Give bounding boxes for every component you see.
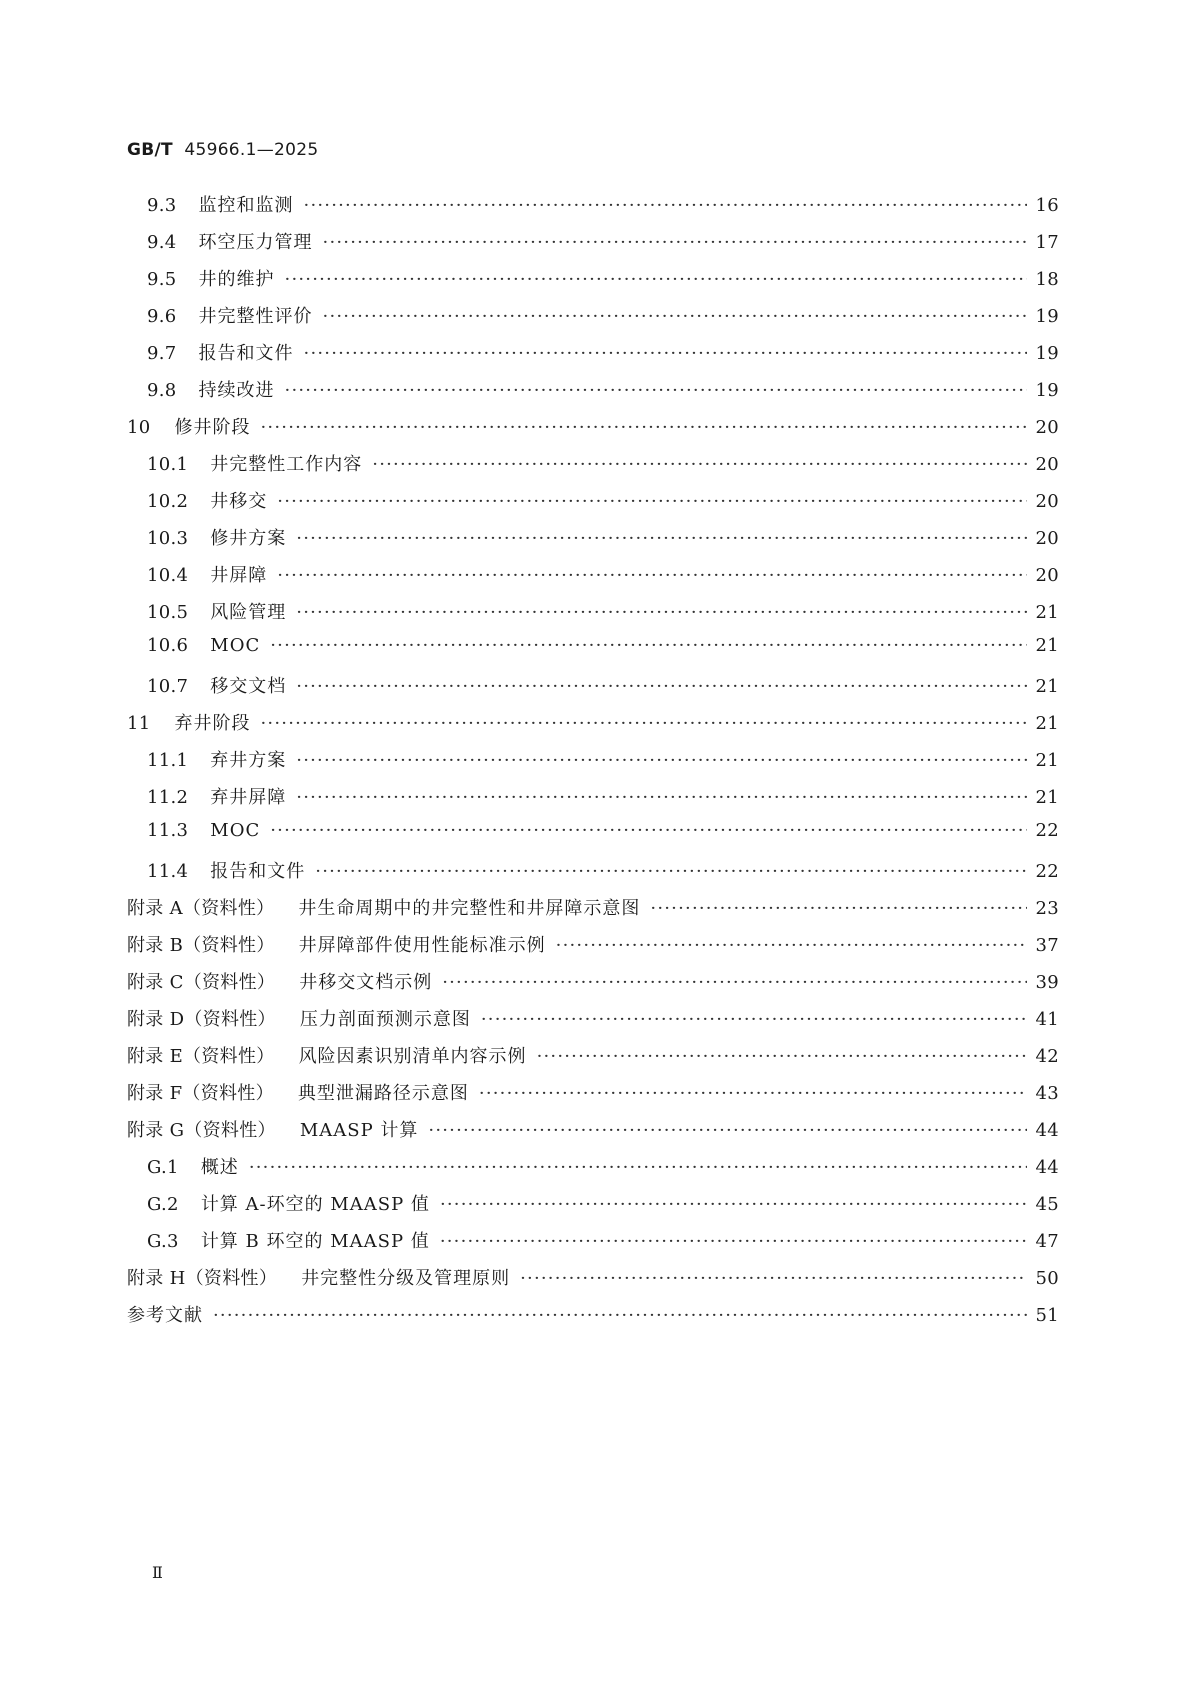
toc-entry-page: 43 bbox=[1035, 1083, 1059, 1104]
toc-entry-title: 压力剖面预测示意图 bbox=[299, 1009, 471, 1030]
toc-entry-number: G.1 bbox=[147, 1157, 179, 1178]
toc-entry[interactable] bbox=[127, 857, 1059, 894]
toc-entry[interactable] bbox=[127, 339, 1059, 376]
toc-entry-page: 50 bbox=[1035, 1268, 1059, 1289]
toc-entry[interactable] bbox=[127, 1190, 1059, 1227]
toc-entry-number: 附录 B（资料性） bbox=[127, 935, 275, 956]
toc-entry[interactable] bbox=[127, 524, 1059, 561]
toc-entry-page: 22 bbox=[1035, 820, 1059, 841]
toc-entry-number: 11.1 bbox=[147, 750, 189, 771]
toc-entry[interactable] bbox=[127, 1042, 1059, 1079]
toc-entry-page: 39 bbox=[1035, 972, 1059, 993]
dot-leader bbox=[520, 1268, 1027, 1289]
dot-leader bbox=[285, 269, 1028, 290]
toc-entry-page: 17 bbox=[1035, 232, 1059, 253]
toc-entry-number: 10.1 bbox=[147, 454, 189, 475]
toc-entry-title: 参考文献 bbox=[127, 1305, 203, 1326]
toc-entry-number: 10.3 bbox=[147, 528, 189, 549]
toc-entry-number: 11 bbox=[127, 713, 151, 734]
dot-leader bbox=[440, 1194, 1028, 1215]
dot-leader bbox=[315, 861, 1027, 882]
toc-entry-number: 9.8 bbox=[147, 380, 177, 401]
toc-entry-number: 10.6 bbox=[147, 635, 189, 656]
toc-entry-number: 附录 C（资料性） bbox=[127, 972, 276, 993]
toc-entry[interactable] bbox=[127, 709, 1059, 746]
toc-entry-number: 10.4 bbox=[147, 565, 189, 586]
toc-entry-page: 45 bbox=[1035, 1194, 1059, 1215]
dot-leader bbox=[270, 635, 1027, 656]
toc-entry-page: 21 bbox=[1035, 676, 1059, 697]
toc-entry-page: 37 bbox=[1035, 935, 1059, 956]
toc-entry-number: 10.7 bbox=[147, 676, 189, 697]
toc-entry-page: 51 bbox=[1035, 1305, 1059, 1326]
toc-entry[interactable] bbox=[127, 894, 1059, 931]
toc-entry-page: 20 bbox=[1035, 528, 1059, 549]
toc-entry-number: 10 bbox=[127, 417, 151, 438]
document-code bbox=[127, 140, 319, 160]
dot-leader bbox=[537, 1046, 1028, 1067]
toc-entry-title: 计算 B 环空的 MAASP 值 bbox=[200, 1231, 430, 1252]
toc-entry[interactable] bbox=[127, 598, 1059, 635]
toc-entry-title: 弃井屏障 bbox=[210, 787, 287, 808]
toc-entry-title: 典型泄漏路径示意图 bbox=[297, 1083, 469, 1104]
dot-leader bbox=[650, 898, 1027, 919]
dot-leader bbox=[270, 820, 1027, 841]
dot-leader bbox=[296, 602, 1027, 623]
toc-entry-number: 附录 E（资料性） bbox=[127, 1046, 275, 1067]
dot-leader bbox=[428, 1120, 1027, 1141]
dot-leader bbox=[285, 380, 1028, 401]
standard-prefix: GB/T bbox=[127, 140, 173, 160]
dot-leader bbox=[249, 1157, 1028, 1178]
dot-leader bbox=[261, 417, 1028, 438]
dot-leader bbox=[304, 195, 1028, 216]
standard-number: 45966.1—2025 bbox=[184, 140, 319, 160]
toc-entry[interactable] bbox=[127, 746, 1059, 783]
toc-entry[interactable] bbox=[127, 783, 1059, 820]
toc-entry-title: 井完整性评价 bbox=[198, 306, 313, 327]
toc-entry[interactable] bbox=[127, 191, 1059, 228]
dot-leader bbox=[372, 454, 1027, 475]
toc-entry[interactable] bbox=[127, 450, 1059, 487]
toc-entry-title: 井移交 bbox=[210, 491, 268, 512]
toc-entry-title: 监控和监测 bbox=[198, 195, 294, 216]
toc-entry-number: 11.4 bbox=[147, 861, 189, 882]
toc-entry-number: G.2 bbox=[147, 1194, 179, 1215]
toc-entry-title: 计算 A-环空的 MAASP 值 bbox=[200, 1194, 430, 1215]
toc-entry-page: 19 bbox=[1035, 306, 1059, 327]
toc-entry-title: 环空压力管理 bbox=[198, 232, 313, 253]
toc-entry-title: 井屏障部件使用性能标准示例 bbox=[298, 935, 546, 956]
toc-entry[interactable] bbox=[127, 376, 1059, 413]
toc-entry-title: 风险管理 bbox=[210, 602, 287, 623]
dot-leader bbox=[440, 1231, 1028, 1252]
toc-entry-page: 21 bbox=[1035, 750, 1059, 771]
toc-entry-number: 10.2 bbox=[147, 491, 189, 512]
toc-entry-title: 移交文档 bbox=[210, 676, 287, 697]
dot-leader bbox=[277, 491, 1027, 512]
toc-entry-title: 井移交文档示例 bbox=[299, 972, 433, 993]
dot-leader bbox=[323, 232, 1028, 253]
toc-entry-number: 附录 F（资料性） bbox=[127, 1083, 274, 1104]
toc-entry-page: 16 bbox=[1035, 195, 1059, 216]
toc-entry[interactable] bbox=[127, 1005, 1059, 1042]
toc-entry-page: 20 bbox=[1035, 417, 1059, 438]
toc-entry-title: 井的维护 bbox=[198, 269, 275, 290]
toc-entry[interactable] bbox=[127, 265, 1059, 302]
toc-entry-title: 报告和文件 bbox=[198, 343, 294, 364]
toc-entry-number: 9.3 bbox=[147, 195, 177, 216]
toc-entry-page: 21 bbox=[1035, 602, 1059, 623]
toc-entry-title: 概述 bbox=[200, 1157, 239, 1178]
toc-entry[interactable] bbox=[127, 1301, 1059, 1338]
page-number: Ⅱ bbox=[152, 1563, 163, 1582]
toc-entry-title: 持续改进 bbox=[198, 380, 275, 401]
toc-entry[interactable] bbox=[127, 1153, 1059, 1190]
toc-entry-title: 井完整性分级及管理原则 bbox=[301, 1268, 511, 1289]
toc-entry-number: 9.7 bbox=[147, 343, 177, 364]
toc-entry-title: 井完整性工作内容 bbox=[210, 454, 363, 475]
toc-entry-number: 附录 H（资料性） bbox=[127, 1268, 278, 1289]
dot-leader bbox=[277, 565, 1027, 586]
dot-leader bbox=[213, 1305, 1027, 1326]
toc-entry-title: 修井阶段 bbox=[174, 417, 251, 438]
toc-entry-page: 21 bbox=[1035, 787, 1059, 808]
toc-entry-number: 10.5 bbox=[147, 602, 189, 623]
dot-leader bbox=[323, 306, 1028, 327]
toc-entry-title: 井生命周期中的井完整性和井屏障示意图 bbox=[298, 898, 641, 919]
toc-entry-page: 19 bbox=[1035, 343, 1059, 364]
toc-entry[interactable] bbox=[127, 561, 1059, 598]
toc-entry-title: MAASP 计算 bbox=[299, 1120, 419, 1141]
toc-entry-number: 9.4 bbox=[147, 232, 177, 253]
dot-leader bbox=[296, 750, 1027, 771]
dot-leader bbox=[296, 787, 1027, 808]
dot-leader bbox=[556, 935, 1028, 956]
toc-entry-number: 11.3 bbox=[147, 820, 189, 841]
dot-leader bbox=[442, 972, 1027, 993]
toc-entry-number: 9.5 bbox=[147, 269, 177, 290]
toc-entry-title: MOC bbox=[210, 635, 261, 656]
toc-entry-title: 风险因素识别清单内容示例 bbox=[298, 1046, 527, 1067]
toc-entry[interactable] bbox=[127, 228, 1059, 265]
dot-leader bbox=[296, 528, 1027, 549]
dot-leader bbox=[481, 1009, 1028, 1030]
toc-entry[interactable] bbox=[127, 820, 1059, 857]
toc-entry[interactable] bbox=[127, 1079, 1059, 1116]
toc-entry[interactable] bbox=[127, 487, 1059, 524]
toc-entry-number: 附录 D（资料性） bbox=[127, 1009, 276, 1030]
toc-entry-number: G.3 bbox=[147, 1231, 179, 1252]
toc-entry-page: 22 bbox=[1035, 861, 1059, 882]
toc-entry[interactable] bbox=[127, 672, 1059, 709]
dot-leader bbox=[479, 1083, 1028, 1104]
toc-entry-page: 44 bbox=[1035, 1157, 1059, 1178]
toc-entry[interactable] bbox=[127, 968, 1059, 1005]
toc-entry-page: 42 bbox=[1035, 1046, 1059, 1067]
dot-leader bbox=[296, 676, 1027, 697]
toc-entry-title: 弃井阶段 bbox=[174, 713, 251, 734]
toc-entry-title: 井屏障 bbox=[210, 565, 268, 586]
toc-entry[interactable] bbox=[127, 413, 1059, 450]
toc-entry-page: 20 bbox=[1035, 565, 1059, 586]
toc-entry-page: 23 bbox=[1035, 898, 1059, 919]
toc-entry[interactable] bbox=[127, 1227, 1059, 1264]
dot-leader bbox=[261, 713, 1028, 734]
toc-entry-number: 11.2 bbox=[147, 787, 189, 808]
toc-entry-page: 18 bbox=[1035, 269, 1059, 290]
toc-entry-page: 44 bbox=[1035, 1120, 1059, 1141]
toc-entry-page: 20 bbox=[1035, 491, 1059, 512]
toc-entry[interactable] bbox=[127, 635, 1059, 672]
toc-entry-page: 21 bbox=[1035, 635, 1059, 656]
toc-entry-page: 20 bbox=[1035, 454, 1059, 475]
toc-entry-title: 弃井方案 bbox=[210, 750, 287, 771]
toc-entry-number: 9.6 bbox=[147, 306, 177, 327]
toc-entry[interactable] bbox=[127, 1264, 1059, 1301]
toc-entry-title: 报告和文件 bbox=[210, 861, 306, 882]
toc-entry-page: 47 bbox=[1035, 1231, 1059, 1252]
toc-entry[interactable] bbox=[127, 931, 1059, 968]
dot-leader bbox=[304, 343, 1028, 364]
toc-entry-number: 附录 G（资料性） bbox=[127, 1120, 276, 1141]
toc-entry[interactable] bbox=[127, 302, 1059, 339]
toc-entry-page: 19 bbox=[1035, 380, 1059, 401]
toc-entry-page: 21 bbox=[1035, 713, 1059, 734]
toc-entry[interactable] bbox=[127, 1116, 1059, 1153]
table-of-contents bbox=[127, 191, 1059, 1338]
toc-entry-title: 修井方案 bbox=[210, 528, 287, 549]
toc-entry-page: 41 bbox=[1035, 1009, 1059, 1030]
toc-entry-title: MOC bbox=[210, 820, 261, 841]
toc-entry-number: 附录 A（资料性） bbox=[127, 898, 275, 919]
